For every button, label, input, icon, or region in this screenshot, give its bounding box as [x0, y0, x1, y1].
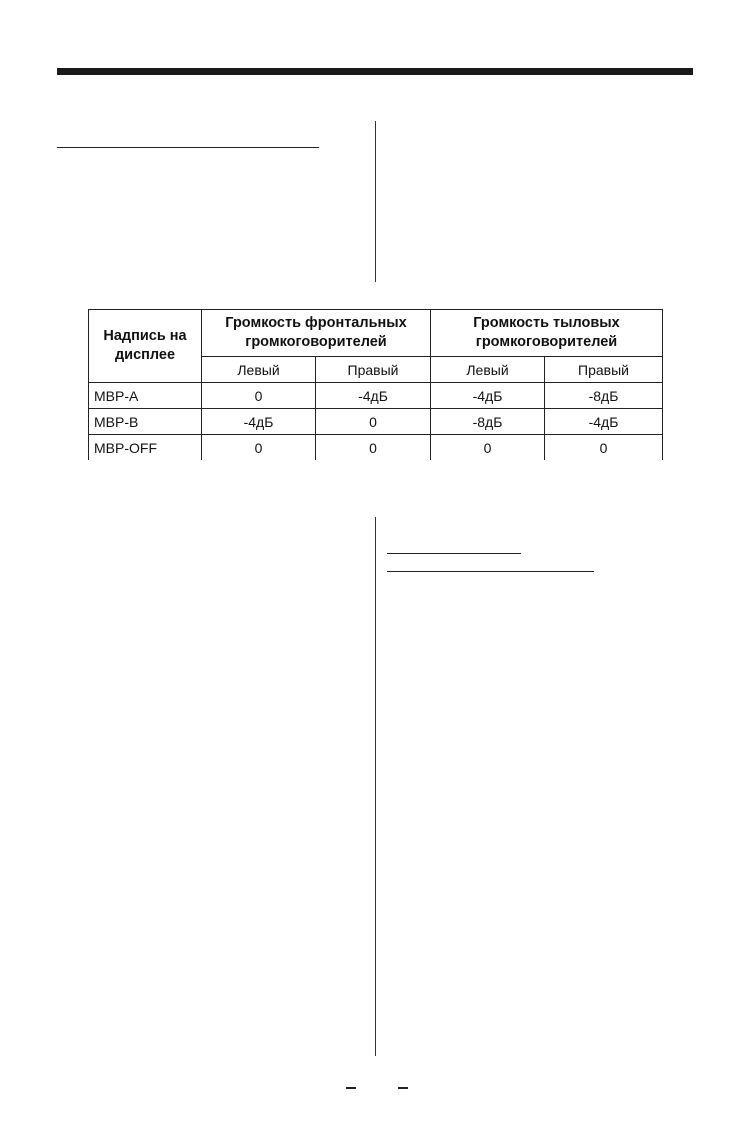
table-cell: 0 — [545, 435, 663, 461]
table-cell: -4дБ — [316, 383, 431, 409]
heading-underline-long — [387, 571, 594, 572]
page-number-dash-left — [346, 1087, 356, 1089]
table-cell: 0 — [316, 409, 431, 435]
table-cell: 0 — [316, 435, 431, 461]
table-row — [89, 383, 663, 409]
table-cell: -8дБ — [545, 383, 663, 409]
subheader-front-right: Правый — [316, 357, 431, 383]
table-cell: -8дБ — [431, 409, 545, 435]
table-cell: -4дБ — [202, 409, 316, 435]
table-cell: 0 — [431, 435, 545, 461]
header-rule — [57, 68, 693, 75]
subheader-rear-right: Правый — [545, 357, 663, 383]
heading-underline-short — [387, 553, 521, 554]
subheader-front-left: Левый — [202, 357, 316, 383]
balance-table — [88, 309, 663, 460]
table-cell: -4дБ — [545, 409, 663, 435]
table-cell: 0 — [202, 383, 316, 409]
column-divider-top — [375, 121, 376, 282]
table-header-row — [89, 310, 663, 357]
subheader-rear-left: Левый — [431, 357, 545, 383]
table-cell: 0 — [202, 435, 316, 461]
table-row — [89, 409, 663, 435]
header-rear-volume: Громкость тыловых громкоговорителей — [431, 310, 663, 357]
header-front-volume: Громкость фронтальных громкоговорителей — [202, 310, 431, 357]
table-cell: -4дБ — [431, 383, 545, 409]
header-mode: Надпись на дисплее — [89, 310, 202, 383]
row-mode-label: MBP-B — [89, 409, 202, 435]
column-divider-bottom — [375, 517, 376, 1056]
row-mode-label: MBP-A — [89, 383, 202, 409]
heading-underline — [57, 147, 319, 148]
page-number-dash-right — [398, 1087, 408, 1089]
table-row — [89, 435, 663, 461]
row-mode-label: MBP-OFF — [89, 435, 202, 461]
